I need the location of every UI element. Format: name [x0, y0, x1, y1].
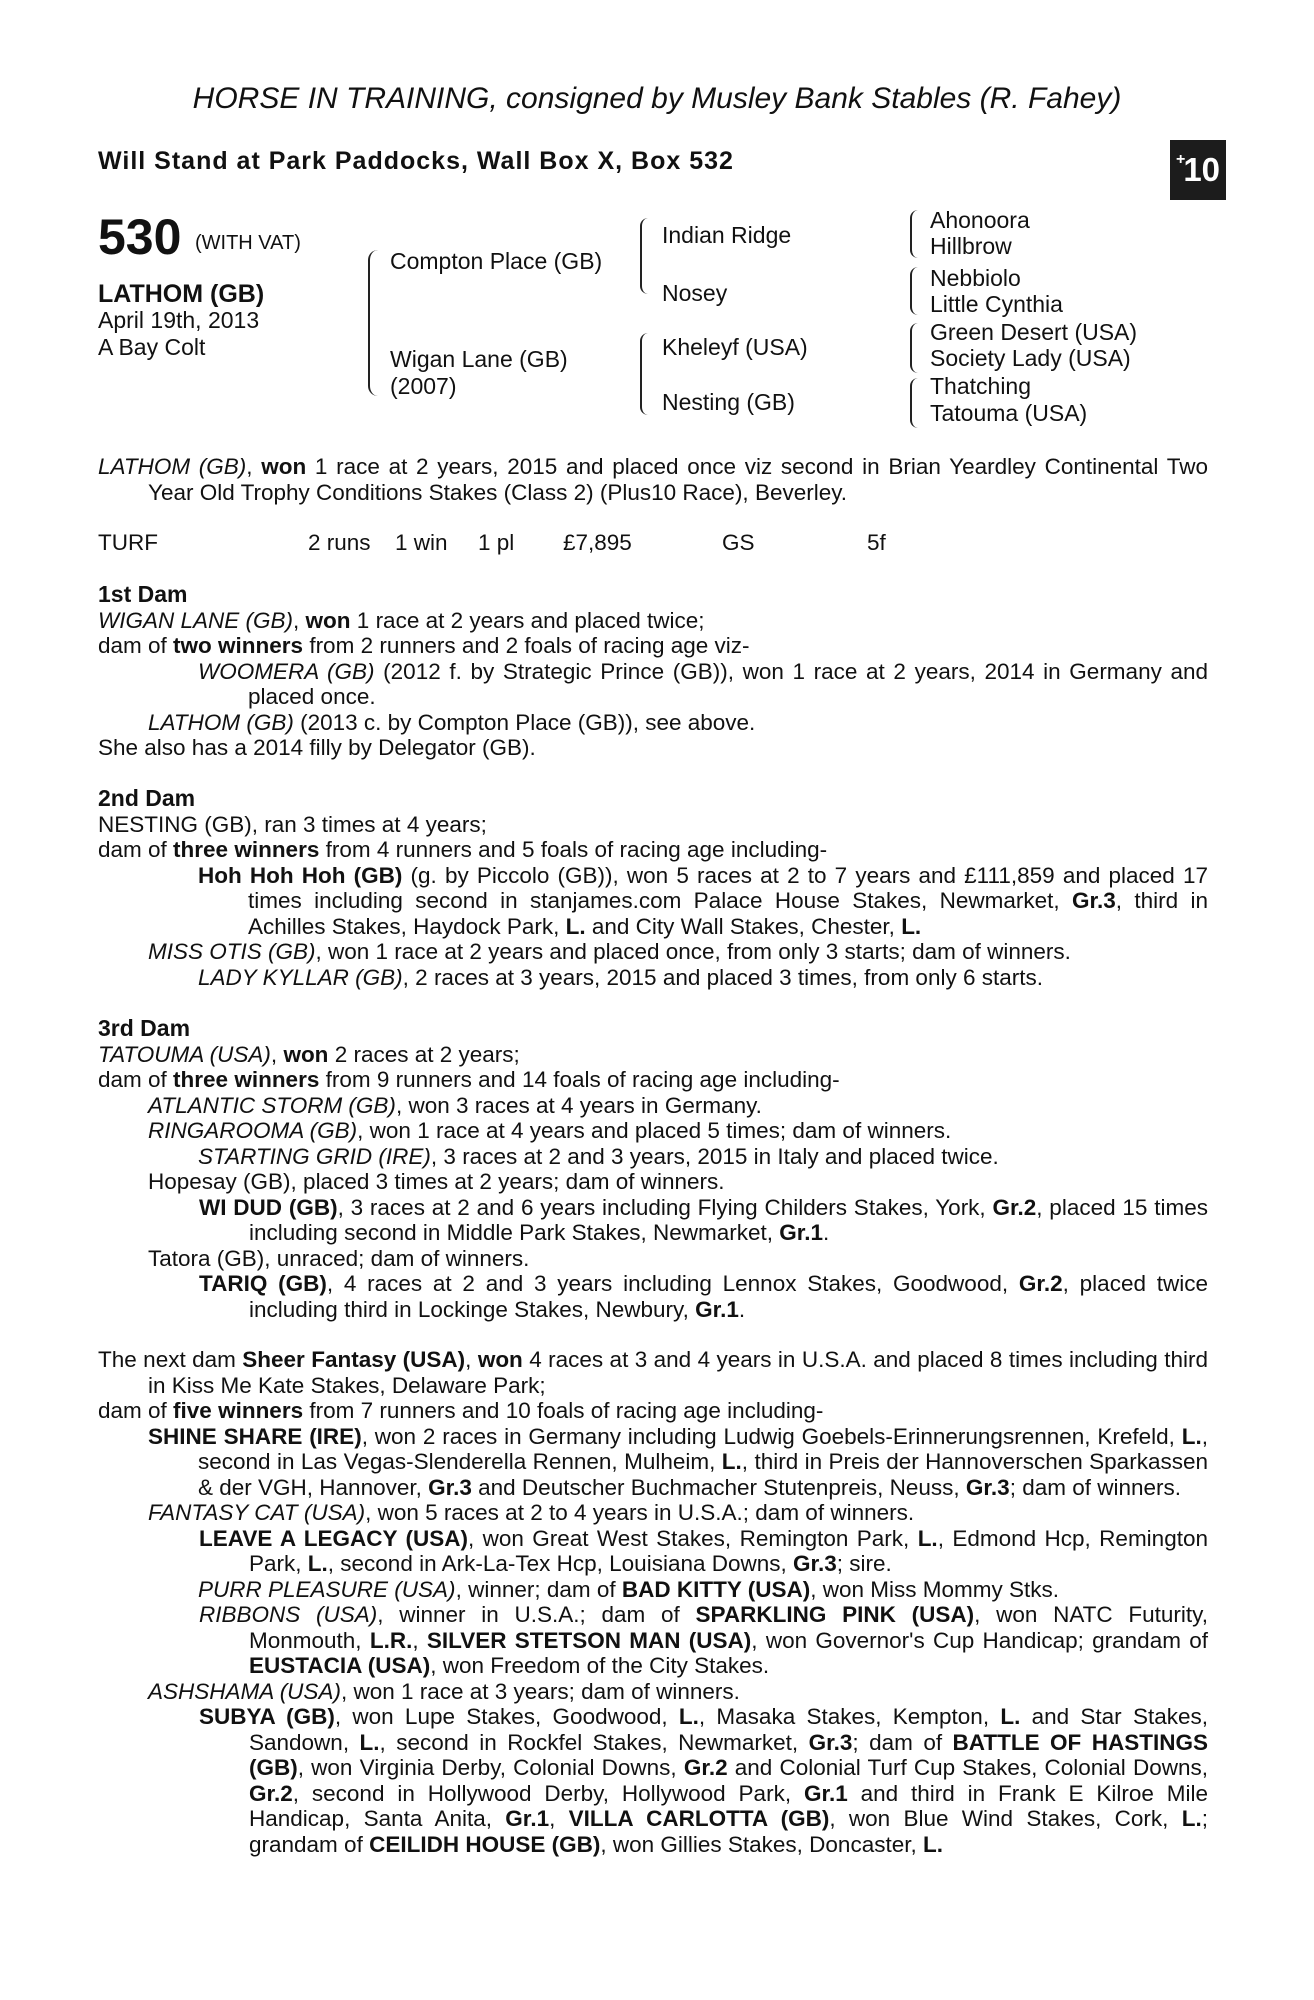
stand-location: Will Stand at Park Paddocks, Wall Box X, Box 532: [98, 147, 734, 175]
text: ,: [412, 1627, 427, 1653]
text: L.: [721, 1449, 742, 1474]
g3-brace-1: [910, 210, 918, 258]
text: Gr.3: [965, 1474, 1010, 1500]
pedigree-g3-3: Little Cynthia: [930, 291, 1063, 317]
text: NESTING (GB), ran 3 times at 4 years;: [98, 811, 487, 837]
text: , second in Las Vegas-Slenderella Rennen, Mulheim,: [198, 1423, 1208, 1474]
text: and Deutscher Buchmacher Stutenpreis, Neuss,: [471, 1474, 966, 1500]
first-dam-section: [98, 582, 1208, 761]
record-going: GS: [722, 530, 755, 555]
pedigree-g3-5: Society Lady (USA): [930, 345, 1131, 371]
text: , won 5 races at 2 to 4 years in U.S.A.; dam of winners.: [365, 1500, 915, 1525]
text: Gr.2: [249, 1780, 293, 1806]
text: and City Wall Stakes, Chester,: [585, 913, 902, 939]
text: from 4 runners and 5 foals of racing age including-: [319, 837, 828, 862]
text: , Masaka Stakes, Kempton,: [698, 1704, 1001, 1729]
text: SILVER STETSON MAN (USA): [426, 1627, 752, 1653]
text: Gr.2: [992, 1194, 1037, 1220]
produce-name: SHINE SHARE (IRE): [148, 1423, 362, 1449]
text: , winner; dam of: [455, 1576, 622, 1602]
pedigree-dam: Wigan Lane (GB): [390, 346, 568, 372]
second-dam-section: [98, 786, 1208, 990]
text: CEILIDH HOUSE (GB): [369, 1831, 601, 1857]
pedigree-g3-2: Nebbiolo: [930, 265, 1021, 291]
produce-name: RIBBONS (USA): [199, 1602, 378, 1627]
text: Gr.1: [505, 1806, 550, 1831]
text: , placed twice including third in Lockinge Stakes, Newbury,: [249, 1271, 1208, 1322]
text: , second in Rockfel Stakes, Newmarket,: [379, 1729, 809, 1755]
pedigree-g3-4: Green Desert (USA): [930, 319, 1138, 345]
next-dam-section: [98, 1347, 1208, 1857]
pedigree-g3-7: Tatouma (USA): [930, 400, 1088, 426]
text: ,: [549, 1806, 569, 1831]
text: L.: [678, 1704, 699, 1729]
text: from 2 runners and 2 foals of racing age viz-: [303, 633, 750, 658]
record-earnings: £7,895: [563, 530, 632, 555]
text: ,: [293, 607, 306, 633]
text: , 2 races at 3 years, 2015 and placed 3 times, from only 6 starts.: [402, 964, 1043, 990]
produce-name: LEAVE A LEGACY (USA): [199, 1525, 468, 1551]
produce-name: ASHSHAMA (USA): [148, 1678, 341, 1704]
lot-vat: (WITH VAT): [195, 232, 301, 254]
sire-brace: [640, 218, 648, 294]
text: L.: [1181, 1806, 1202, 1831]
text: ,: [465, 1347, 478, 1372]
text: won: [305, 607, 351, 633]
text: , 3 races at 2 and 6 years including Flying Childers Stakes, York,: [337, 1194, 993, 1220]
pedigree-dam-year: (2007): [390, 373, 457, 399]
text: , won 2 races in Germany including Ludwig Goebels-Erinnerungsrennen, Krefeld,: [361, 1423, 1182, 1449]
lot-description: A Bay Colt: [98, 334, 206, 360]
text: ,: [270, 1041, 284, 1067]
summary-won: won: [261, 454, 307, 479]
text: 2 races at 2 years;: [328, 1041, 520, 1067]
text: from 7 runners and 10 foals of racing age including-: [303, 1398, 824, 1423]
produce-name: Hoh Hoh Hoh (GB): [198, 862, 403, 888]
produce-name: FANTASY CAT (USA): [148, 1500, 366, 1525]
lot-foaled: April 19th, 2013: [98, 307, 260, 333]
produce-name: TARIQ (GB): [199, 1271, 327, 1296]
produce-name: MISS OTIS (GB): [148, 939, 316, 964]
text: L.: [307, 1551, 328, 1576]
produce-name: SUBYA (GB): [199, 1704, 335, 1729]
text: Tatora (GB), unraced; dam of winners.: [148, 1245, 530, 1271]
text: , won NATC Futurity, Monmouth,: [249, 1602, 1208, 1653]
text: dam of: [98, 1398, 174, 1423]
text: Gr.3: [428, 1474, 472, 1500]
pedigree-g2-3: Nesting (GB): [662, 389, 795, 415]
text: L.: [359, 1729, 380, 1755]
record-distance: 5f: [867, 530, 886, 555]
text: L.: [922, 1831, 943, 1857]
text: Gr.1: [779, 1220, 824, 1245]
badge-text: 10: [1183, 151, 1221, 188]
text: , won Gillies Stakes, Doncaster,: [600, 1831, 923, 1857]
text: (2012 f. by Strategic Prince (GB)), won 1 race at 2 years, 2014 in Germany and placed once.: [248, 658, 1208, 709]
text: , won 1 race at 2 years and placed once, from only 3 starts; dam of winners.: [315, 939, 1071, 964]
text: L.R.: [369, 1627, 413, 1653]
text: BATTLE OF HASTINGS (GB): [249, 1729, 1208, 1780]
pedigree-g3-0: Ahonoora: [930, 207, 1030, 233]
first-dam-heading: 1st Dam: [98, 581, 188, 607]
text: The next dam: [98, 1347, 243, 1372]
first-dam-name: WIGAN LANE (GB): [98, 607, 294, 633]
third-dam-heading: 3rd Dam: [98, 1015, 191, 1041]
text: , won Miss Mommy Stks.: [810, 1576, 1059, 1602]
text: , winner in U.S.A.; dam of: [377, 1602, 696, 1627]
plus10-badge: [1170, 140, 1226, 200]
lot-number: 530: [98, 209, 182, 265]
text: and Star Stakes, Sandown,: [249, 1704, 1208, 1755]
text: (2013 c. by Compton Place (GB)), see above.: [293, 709, 756, 735]
text: , won 3 races at 4 years in Germany.: [395, 1092, 762, 1118]
pedigree-g2-0: Indian Ridge: [662, 222, 792, 248]
third-dam-name: TATOUMA (USA): [98, 1041, 271, 1067]
produce-name: WOOMERA (GB): [198, 658, 375, 684]
text: two winners: [173, 633, 304, 658]
text: ; dam of winners.: [1009, 1474, 1182, 1500]
text: ; grandam of: [249, 1806, 1208, 1857]
produce-name: LATHOM (GB): [148, 709, 294, 735]
record-runs: 2 runs: [308, 530, 371, 555]
text: .: [823, 1220, 830, 1245]
g3-brace-4: [910, 378, 918, 428]
produce-name: ATLANTIC STORM (GB): [148, 1092, 396, 1118]
text: , third in Achilles Stakes, Haydock Park,: [248, 888, 1208, 939]
text: , 4 races at 2 and 3 years including Lennox Stakes, Goodwood,: [326, 1271, 1019, 1296]
text: , second in Ark-La-Tex Hcp, Louisiana Downs,: [327, 1551, 794, 1576]
pedigree-g2-2: Kheleyf (USA): [662, 334, 808, 360]
pedigree-g3-1: Hillbrow: [930, 233, 1012, 259]
text: Gr.3: [1071, 888, 1116, 913]
text: SPARKLING PINK (USA): [695, 1602, 975, 1627]
text: Gr.3: [808, 1729, 853, 1755]
text: , won Great West Stakes, Remington Park,: [467, 1525, 918, 1551]
second-dam-heading: 2nd Dam: [98, 785, 196, 811]
text: Gr.1: [695, 1296, 739, 1322]
text: , Edmond Hcp, Remington Park,: [249, 1525, 1208, 1576]
text: Gr.2: [683, 1755, 728, 1780]
text: and third in Frank E Kilroe Mile Handicap, Santa Anita,: [249, 1780, 1208, 1831]
record-surface: TURF: [98, 530, 158, 555]
text: , placed 15 times including second in Middle Park Stakes, Newmarket,: [249, 1194, 1208, 1245]
text: and Colonial Turf Cup Stakes, Colonial Downs,: [727, 1755, 1208, 1780]
summary-text: 1 race at 2 years, 2015 and placed once viz second in Brian Yeardley Continental Two Year Old Trophy Conditions Stakes (Class 2) (Plus10 Race), Beverley.: [148, 454, 1208, 505]
dam-brace: [640, 333, 648, 415]
text: , third in Preis der Hannoverschen Sparkassen & der VGH, Hannover,: [198, 1449, 1208, 1500]
text: L.: [917, 1525, 938, 1551]
text: Gr.1: [803, 1780, 848, 1806]
text: L.: [1181, 1423, 1202, 1449]
record-placed: 1 pl: [478, 530, 515, 555]
text: , won Governor's Cup Handicap; grandam of: [751, 1627, 1208, 1653]
text: ; dam of: [852, 1729, 953, 1755]
produce-name: RINGAROOMA (GB): [148, 1118, 358, 1143]
summary-name: LATHOM (GB): [98, 454, 247, 479]
text: Hopesay (GB), placed 3 times at 2 years; dam of winners.: [148, 1169, 725, 1194]
text: VILLA CARLOTTA (GB): [568, 1806, 830, 1831]
text: , won Virginia Derby, Colonial Downs,: [297, 1755, 684, 1780]
text: .: [738, 1296, 746, 1322]
text: dam of: [98, 633, 174, 658]
text: ; sire.: [836, 1551, 892, 1576]
race-summary: LATHOM (GB), won 1 race at 2 years, 2015 and placed once viz second in Brian Yeardley Continental Two Year Old Trophy Conditions Stakes (Class 2) (Plus10 Race), Beverley.: [98, 454, 1208, 505]
page-header: HORSE IN TRAINING, consigned by Musley Bank Stables (R. Fahey): [192, 82, 1122, 115]
text: three winners: [173, 1067, 320, 1092]
pedigree-brace: [368, 250, 378, 396]
text: dam of: [98, 1067, 174, 1092]
text: L.: [565, 913, 586, 939]
pedigree-g3-6: Thatching: [930, 373, 1032, 399]
text: , 3 races at 2 and 3 years, 2015 in Italy and placed twice.: [430, 1143, 999, 1169]
produce-name: LADY KYLLAR (GB): [198, 964, 403, 990]
text: three winners: [173, 837, 320, 862]
text: , won 1 race at 4 years and placed 5 times; dam of winners.: [357, 1118, 952, 1143]
text: won: [283, 1041, 329, 1067]
pedigree-g2-1: Nosey: [662, 280, 728, 306]
g3-brace-2: [910, 267, 918, 315]
lot-name: LATHOM (GB): [98, 280, 265, 308]
next-dam-name: Sheer Fantasy (USA): [242, 1347, 466, 1372]
text: from 9 runners and 14 foals of racing age including-: [319, 1067, 840, 1092]
text: She also has a 2014 filly by Delegator (GB).: [98, 735, 536, 760]
record-wins: 1 win: [395, 530, 448, 555]
text: dam of: [98, 837, 174, 862]
text: EUSTACIA (USA): [249, 1653, 431, 1678]
text: five winners: [173, 1398, 304, 1423]
text: L.: [901, 913, 922, 939]
produce-name: STARTING GRID (IRE): [198, 1143, 431, 1169]
text: , won 1 race at 3 years; dam of winners.: [340, 1678, 740, 1704]
third-dam-section: [98, 1016, 1208, 1322]
text: , won Freedom of the City Stakes.: [430, 1653, 770, 1678]
badge-plus: +: [1175, 151, 1186, 168]
text: won: [477, 1347, 523, 1372]
text: Gr.2: [1018, 1271, 1063, 1296]
text: BAD KITTY (USA): [621, 1576, 811, 1602]
text: Gr.3: [793, 1551, 837, 1576]
text: , won Blue Wind Stakes, Cork,: [829, 1806, 1182, 1831]
pedigree-sire: Compton Place (GB): [390, 248, 603, 274]
g3-brace-3: [910, 323, 918, 373]
text: L.: [1000, 1704, 1021, 1729]
text: , won Lupe Stakes, Goodwood,: [334, 1704, 679, 1729]
text: , second in Hollywood Derby, Hollywood Park,: [292, 1780, 804, 1806]
text: 4 races at 3 and 4 years in U.S.A. and placed 8 times including third in Kiss Me Kate Stakes, Delaware Park;: [148, 1347, 1208, 1398]
produce-name: PURR PLEASURE (USA): [198, 1576, 456, 1602]
produce-name: WI DUD (GB): [199, 1194, 338, 1220]
text: 1 race at 2 years and placed twice;: [350, 607, 705, 633]
text: (g. by Piccolo (GB)), won 5 races at 2 to 7 years and £111,859 and placed 17 times including second in stanjames.com Palace House Stakes, Newmarket,: [248, 862, 1208, 913]
